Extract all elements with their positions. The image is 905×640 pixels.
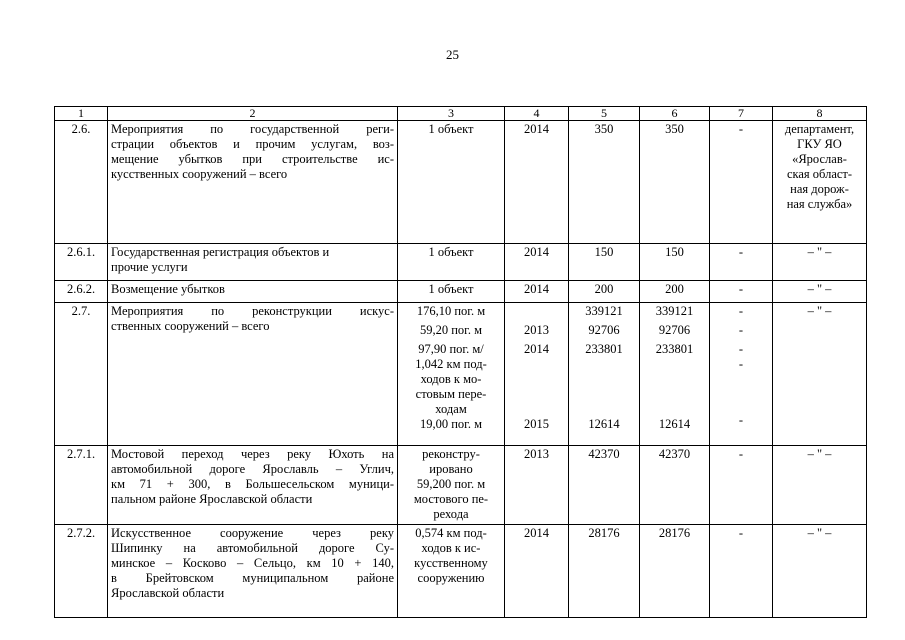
- amount-value: 92706: [658, 323, 691, 337]
- table-row: [55, 121, 867, 244]
- amount-value: 200: [594, 282, 614, 296]
- column-header: 8: [773, 107, 867, 121]
- year-value: 2013: [524, 447, 549, 461]
- volume-cell: [398, 281, 505, 303]
- column7-cell: [710, 281, 773, 303]
- amount-cell: [569, 446, 640, 525]
- executor-cell: [773, 244, 867, 281]
- description-line: Искусственное сооружение через реку: [111, 526, 394, 540]
- amount-value: 339121: [655, 304, 694, 318]
- description-line: кусственных сооружений – всего: [111, 167, 288, 181]
- item-number: 2.6.2.: [66, 282, 96, 296]
- executor-line: – " –: [807, 245, 832, 259]
- item-number: 2.7.2.: [66, 526, 96, 540]
- description-line: Ярославской области: [111, 586, 225, 600]
- table-row: [55, 244, 867, 281]
- amount-value: 150: [594, 245, 614, 259]
- volume-cell: [398, 244, 505, 281]
- amount-value: 233801: [655, 342, 694, 356]
- table-row: [55, 281, 867, 303]
- amount-value: 28176: [588, 526, 620, 540]
- amount-value: 339121: [585, 304, 623, 318]
- amount-value: 200: [665, 282, 684, 296]
- amount-cell: [569, 525, 640, 618]
- volume-line: 59,20 пог. м: [419, 323, 483, 337]
- executor-cell: [773, 303, 867, 446]
- column7-value: -: [738, 526, 744, 540]
- page-number: 25: [446, 47, 459, 62]
- column7-cell: [710, 303, 773, 446]
- column7-value: -: [738, 304, 744, 318]
- item-number: 2.7.: [71, 304, 91, 318]
- executor-cell: [773, 446, 867, 525]
- column7-cell: [710, 525, 773, 618]
- description-line: мещение убытков при строительстве ис-: [111, 152, 394, 166]
- column7-value: -: [738, 357, 744, 371]
- volume-line: 0,574 км под-: [415, 526, 487, 540]
- description-line: ственных сооружений – всего: [111, 319, 270, 333]
- description-cell: [108, 121, 398, 244]
- amount-cell: [640, 121, 710, 244]
- volume-cell: [398, 303, 505, 446]
- year-cell: [505, 446, 569, 525]
- amount-cell: [569, 121, 640, 244]
- description-cell: [108, 281, 398, 303]
- volume-line: 59,200 пог. м: [416, 477, 486, 491]
- amount-value: 150: [665, 245, 684, 259]
- description-line: Мостовой переход через реку Юхоть на: [111, 447, 394, 461]
- volume-line: рехода: [433, 507, 469, 521]
- volume-line: стовым пере-: [415, 387, 487, 401]
- volume-line: ходов к ис-: [421, 541, 481, 555]
- volume-line: реконстру-: [422, 447, 480, 461]
- amount-cell: [640, 303, 710, 446]
- amount-value: 350: [665, 122, 684, 136]
- volume-line: 1,042 км под-: [415, 357, 487, 371]
- item-number: 2.6.1.: [66, 245, 96, 259]
- amount-value: 233801: [585, 342, 623, 356]
- column7-value: -: [738, 282, 744, 296]
- item-number-cell: [55, 121, 108, 244]
- description-cell: [108, 244, 398, 281]
- description-line: Мероприятия по реконструкции искус-: [111, 304, 394, 318]
- volume-line: 1 объект: [428, 122, 474, 136]
- amount-cell: [569, 244, 640, 281]
- executor-line: ская област-: [786, 167, 853, 181]
- table-row: [55, 446, 867, 525]
- item-number-cell: [55, 244, 108, 281]
- description-cell: [108, 525, 398, 618]
- executor-line: ГКУ ЯО: [797, 137, 842, 151]
- volume-line: 1 объект: [428, 282, 474, 296]
- amount-value: 28176: [658, 526, 691, 540]
- volume-line: ходам: [435, 402, 467, 416]
- year-cell: [505, 121, 569, 244]
- volume-cell: [398, 121, 505, 244]
- year-cell: [505, 525, 569, 618]
- item-number-cell: [55, 525, 108, 618]
- item-number-cell: [55, 281, 108, 303]
- column-number-row: [55, 107, 867, 121]
- description-line: прочие услуги: [111, 260, 188, 274]
- item-number-cell: [55, 303, 108, 446]
- description-line: страции объектов и прочим услугам, воз-: [111, 137, 394, 151]
- executor-line: департамент,: [784, 122, 855, 136]
- amount-cell: [640, 244, 710, 281]
- column7-value: -: [738, 245, 744, 259]
- year-value: 2014: [524, 122, 549, 136]
- amount-cell: [569, 303, 640, 446]
- amount-cell: [640, 525, 710, 618]
- year-value: 2013: [524, 323, 549, 337]
- executor-line: – " –: [807, 447, 832, 461]
- year-value: 2014: [524, 342, 549, 356]
- executor-line: – " –: [807, 282, 832, 296]
- item-number: 2.6.: [71, 122, 91, 136]
- year-value: [508, 304, 565, 319]
- volume-line: 97,90 пог. м/: [418, 342, 484, 356]
- amount-value: 12614: [658, 417, 691, 431]
- description-cell: [108, 303, 398, 446]
- column7-cell: [710, 446, 773, 525]
- year-cell: [505, 244, 569, 281]
- column7-value: -: [738, 323, 744, 337]
- volume-cell: [398, 446, 505, 525]
- amount-value: 42370: [658, 447, 691, 461]
- year-value: 2014: [524, 282, 549, 296]
- item-number-cell: [55, 446, 108, 525]
- description-line: в Брейтовском муниципальном районе: [111, 571, 394, 585]
- column7-cell: [710, 121, 773, 244]
- column-header: 3: [398, 107, 505, 121]
- column-header: 4: [505, 107, 569, 121]
- year-cell: [505, 303, 569, 446]
- volume-line: сооружению: [417, 571, 485, 585]
- volume-line: 1 объект: [428, 245, 474, 259]
- column7-value: -: [738, 122, 744, 136]
- executor-cell: [773, 525, 867, 618]
- year-value: 2014: [524, 245, 549, 259]
- amount-value: 92706: [588, 323, 620, 337]
- executor-line: ная служба»: [786, 197, 853, 211]
- amount-value: 12614: [588, 417, 620, 431]
- amount-cell: [569, 281, 640, 303]
- description-line: Государственная регистрация объектов и: [111, 245, 330, 259]
- volume-line: 176,10 пог. м: [416, 304, 486, 318]
- description-line: Мероприятия по государственной реги-: [111, 122, 394, 136]
- column-header: 5: [569, 107, 640, 121]
- column-header: 7: [710, 107, 773, 121]
- amount-value: 42370: [588, 447, 620, 461]
- executor-line: – " –: [807, 304, 832, 318]
- amount-value: 350: [594, 122, 614, 136]
- volume-line: мостового пе-: [413, 492, 489, 506]
- description-line: Возмещение убытков: [111, 282, 225, 296]
- executor-cell: [773, 121, 867, 244]
- amount-cell: [640, 281, 710, 303]
- column-header: 1: [55, 107, 108, 121]
- volume-line: 19,00 пог. м: [419, 417, 483, 431]
- volume-line: ировано: [429, 462, 473, 476]
- description-line: минское – Косково – Сельцо, км 10 + 140,: [111, 556, 394, 570]
- item-number: 2.7.1.: [66, 447, 96, 461]
- table-row: [55, 525, 867, 618]
- year-cell: [505, 281, 569, 303]
- executor-line: ная дорож-: [790, 182, 849, 196]
- volume-line: ходов к мо-: [420, 372, 482, 386]
- volume-line: кусственному: [414, 556, 488, 570]
- column7-value: -: [738, 447, 744, 461]
- description-line: пальном районе Ярославской области: [111, 492, 313, 506]
- column7-value: -: [738, 413, 744, 427]
- column-header: 6: [640, 107, 710, 121]
- column-header: 2: [108, 107, 398, 121]
- year-value: 2014: [524, 526, 549, 540]
- executor-cell: [773, 281, 867, 303]
- table-row: [55, 303, 867, 446]
- description-line: Шипинку на автомобильной дороге Су-: [111, 541, 394, 555]
- description-line: км 71 + 300, в Большесельском муници-: [111, 477, 394, 491]
- amount-cell: [640, 446, 710, 525]
- executor-line: – " –: [807, 526, 832, 540]
- description-line: автомобильной дороге Ярославль – Углич,: [111, 462, 394, 476]
- volume-cell: [398, 525, 505, 618]
- measures-table: [54, 106, 867, 618]
- description-cell: [108, 446, 398, 525]
- column7-cell: [710, 244, 773, 281]
- column7-value: -: [738, 342, 744, 356]
- year-value: 2015: [524, 417, 549, 431]
- executor-line: «Ярослав-: [792, 152, 847, 166]
